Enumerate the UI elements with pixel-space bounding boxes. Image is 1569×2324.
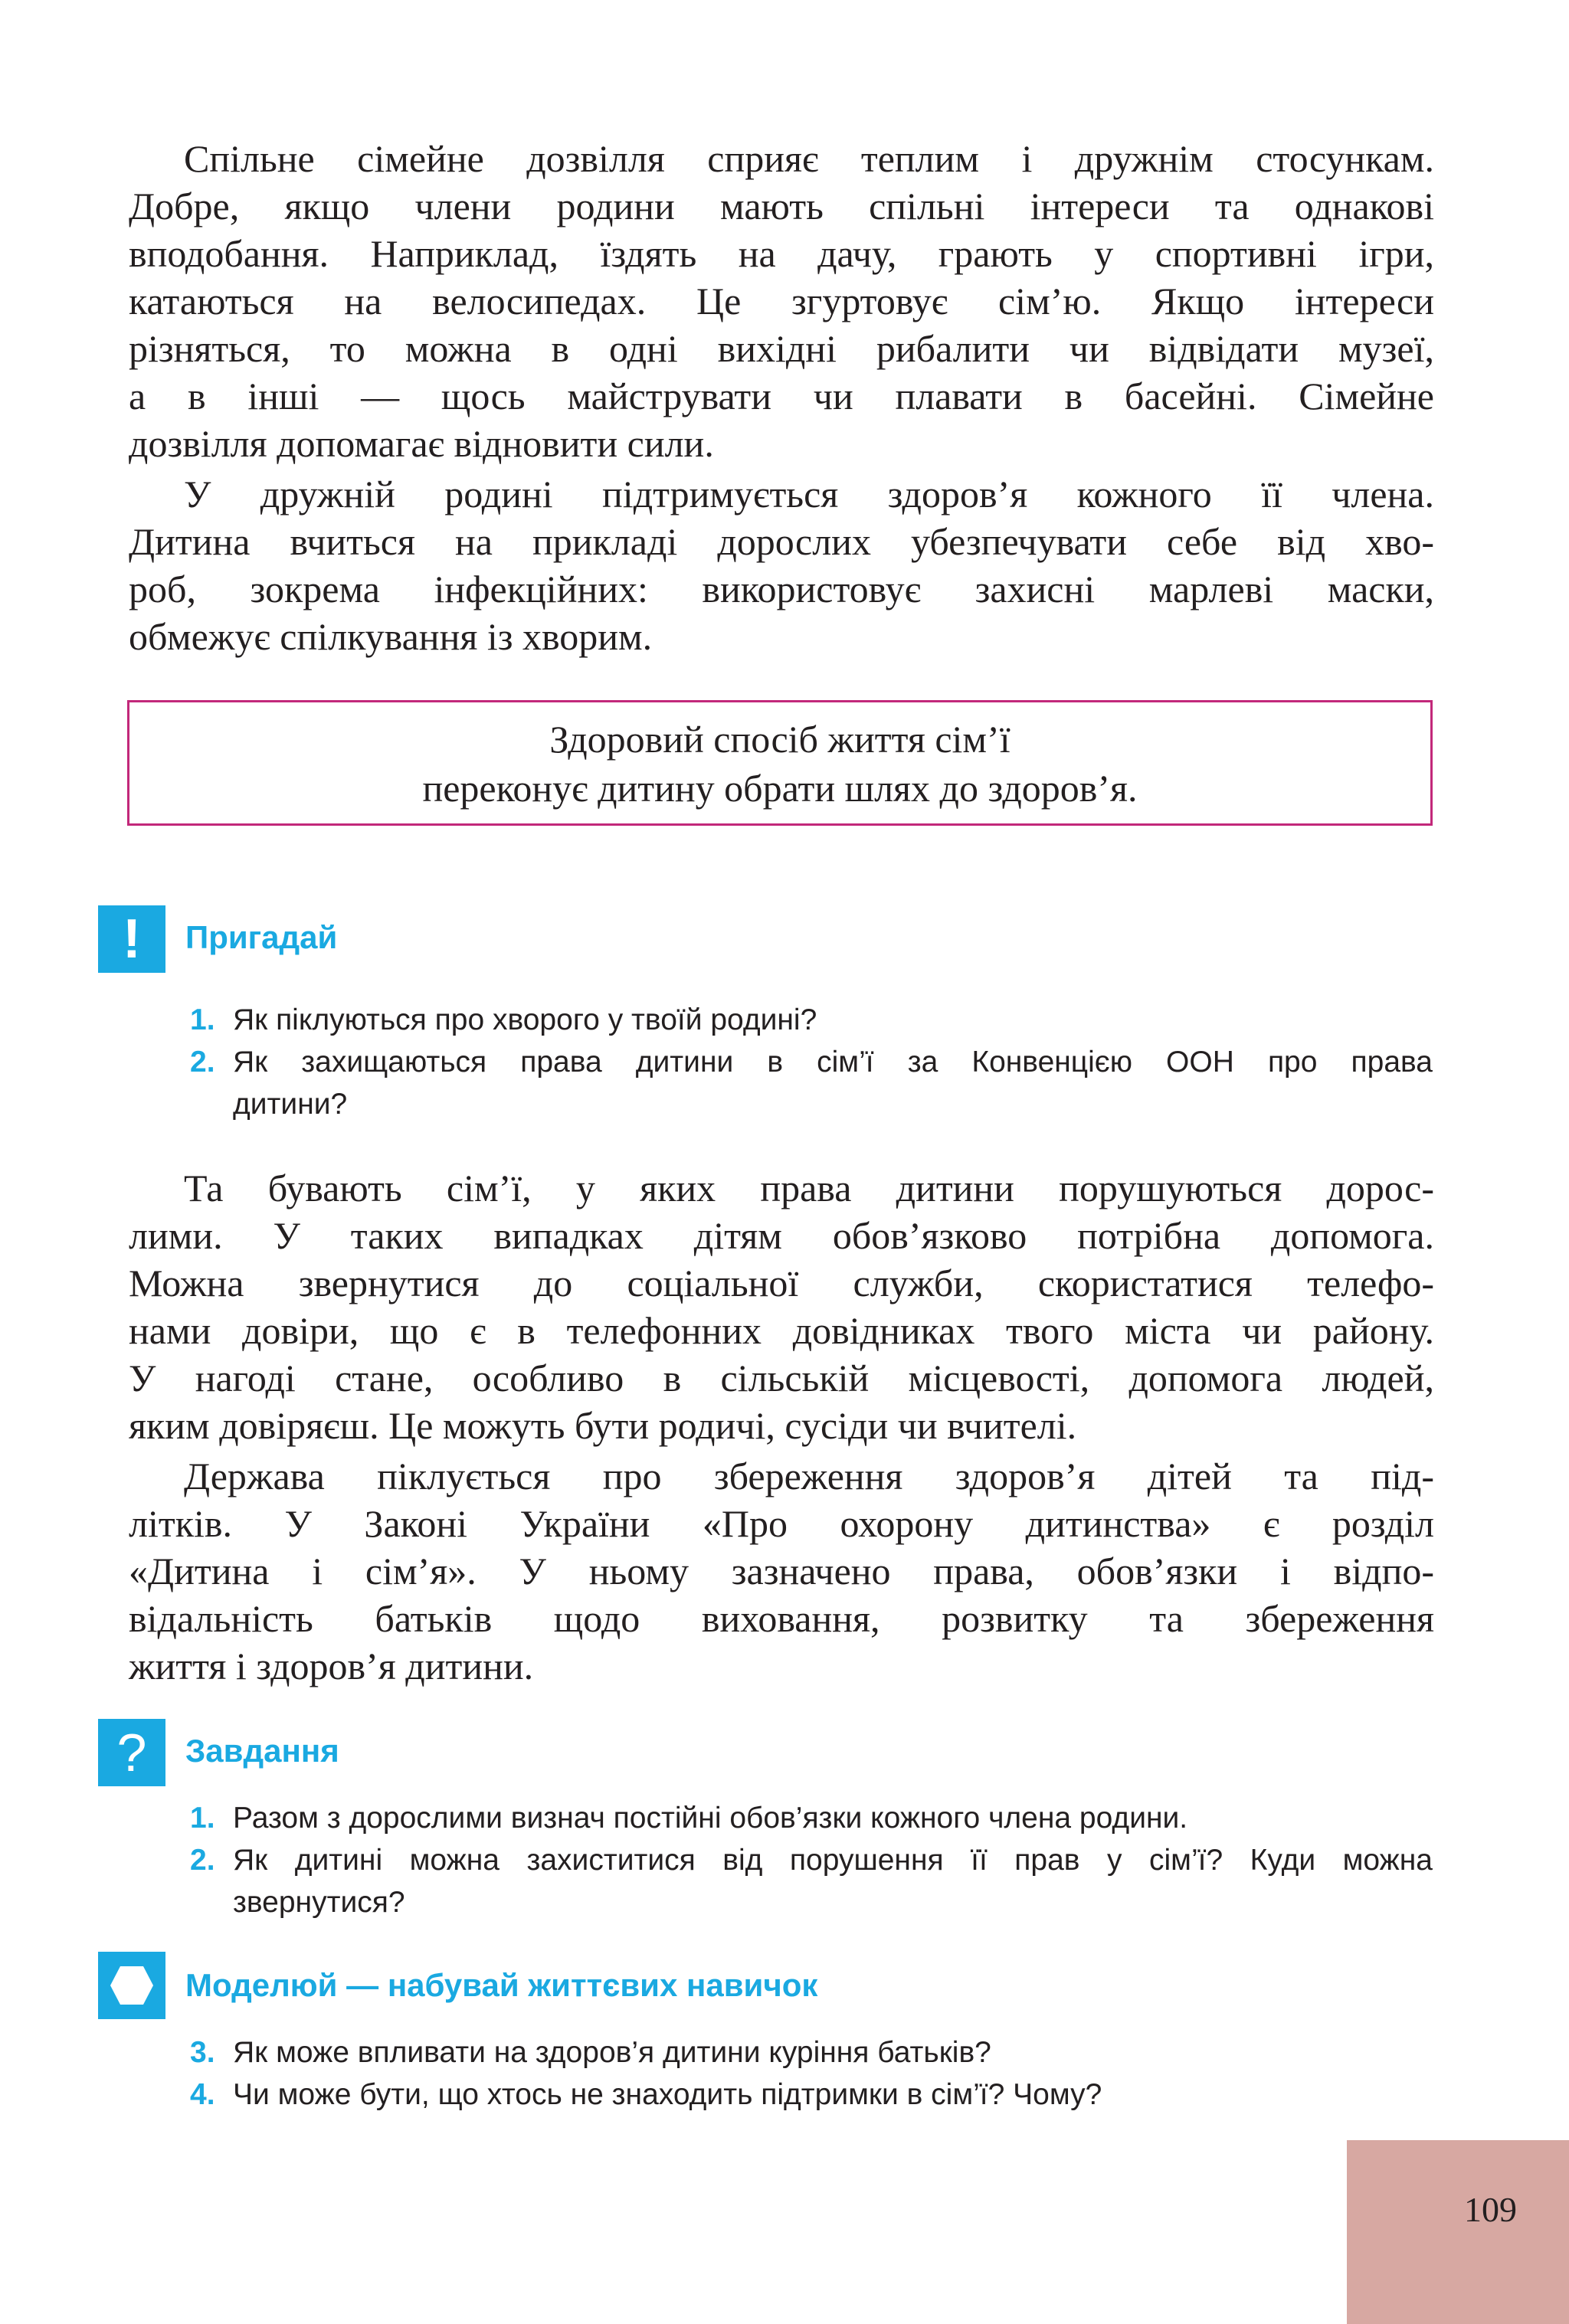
text-line: життя і здоров’я дитини.: [129, 1645, 534, 1687]
text-line: різняться, то можна в одні вихідні рибалити чи відвідати музеї,: [129, 327, 1434, 370]
text-line: відальність батьків щодо виховання, розвитку та збереження: [129, 1597, 1434, 1640]
section-title-remember: Пригадай: [185, 919, 338, 955]
question-mark-icon: [98, 1719, 165, 1786]
hexagon-icon: [98, 1952, 165, 2019]
item-number: 1.: [190, 1802, 215, 1835]
paragraph-state-law: [129, 1452, 1434, 1690]
text-line: У дружній родині підтримується здоров’я кожного її члена.: [184, 473, 1434, 516]
text-line: Можна звернутися до соціальної служби, скористатися телефо-: [129, 1262, 1434, 1304]
key-idea-callout: [127, 700, 1433, 826]
paragraph-family-leisure: [129, 135, 1434, 467]
list-item: [190, 1041, 1433, 1125]
question-list-remember: [190, 999, 1433, 1125]
text-line: Добре, якщо члени родини мають спільні інтереси та однакові: [129, 185, 1434, 227]
text-line: «Дитина і сім’я». У ньому зазначено права, обов’язки і відпо-: [129, 1550, 1434, 1592]
text-line: літків. У Законі України «Про охорону дитинства» є розділ: [129, 1502, 1434, 1545]
text-line: а в інші — щось майструвати чи плавати в басейні. Сімейне: [129, 375, 1434, 417]
item-text: Як захищаються права дитини в сім’ї за Конвенцією ООН про права: [233, 1046, 1433, 1079]
list-item: [190, 2074, 1433, 2116]
list-item: [190, 1839, 1433, 1923]
item-text: Як може впливати на здоров’я дитини куріння батьків?: [233, 2036, 991, 2069]
item-number: 1.: [190, 1003, 215, 1036]
hexagon-shape: [109, 1965, 155, 2006]
text-line: Дитина вчиться на прикладі дорослих убезпечувати себе від хво-: [129, 520, 1434, 563]
item-text: Як дитині можна захиститися від порушення її прав у сім’ї? Куди можна: [233, 1844, 1433, 1877]
item-text: Як піклуються про хворого у твоїй родині?: [233, 1003, 817, 1036]
text-line: обмежує спілкування із хворим.: [129, 615, 653, 658]
item-text: дитини?: [233, 1088, 348, 1121]
question-list-model: [190, 2031, 1433, 2116]
list-item: [190, 999, 1433, 1041]
item-number: 2.: [190, 1844, 215, 1877]
page-number: 109: [1464, 2190, 1517, 2229]
text-line: катаються на велосипедах. Це згуртовує сім’ю. Якщо інтереси: [129, 280, 1434, 322]
text-line: Та бувають сім’ї, у яких права дитини порушуються дорос-: [184, 1167, 1434, 1209]
page-number-tab: [1347, 2140, 1569, 2324]
section-title-task: Завдання: [185, 1733, 339, 1769]
item-number: 2.: [190, 1046, 215, 1079]
text-line: Спільне сімейне дозвілля сприяє теплим і дружнім стосункам.: [184, 137, 1434, 180]
exclamation-icon: [98, 905, 165, 973]
text-line: лими. У таких випадках дітям обов’язково потрібна допомога.: [129, 1214, 1434, 1257]
paragraph-family-health: [129, 470, 1434, 660]
paragraph-rights-violation: [129, 1164, 1434, 1449]
item-text: Чи може бути, що хтось не знаходить підтримки в сім’ї? Чому?: [233, 2078, 1102, 2111]
callout-line: Здоровий спосіб життя сім’ї: [549, 718, 1011, 761]
item-text: звернутися?: [233, 1886, 405, 1919]
question-list-task: [190, 1797, 1433, 1923]
text-line: дозвілля допомагає відновити сили.: [129, 422, 714, 465]
text-line: Держава піклується про збереження здоров’я дітей та під-: [184, 1455, 1434, 1498]
item-number: 3.: [190, 2036, 215, 2069]
list-item: [190, 1797, 1433, 1839]
text-line: нами довіри, що є в телефонних довідниках твого міста чи району.: [129, 1309, 1434, 1352]
item-number: 4.: [190, 2078, 215, 2111]
callout-line: переконує дитину обрати шлях до здоров’я.: [422, 767, 1138, 810]
exclamation-glyph: !: [123, 908, 141, 970]
list-item: [190, 2031, 1433, 2074]
text-line: У нагоді стане, особливо в сільській місцевості, допомога людей,: [129, 1357, 1434, 1399]
item-text: Разом з дорослими визнач постійні обов’язки кожного члена родини.: [233, 1802, 1188, 1835]
section-title-model: Моделюй — набувай життєвих навичок: [185, 1967, 818, 2003]
text-line: роб, зокрема інфекційних: використовує захисні марлеві маски,: [129, 568, 1434, 610]
text-line: вподобання. Наприклад, їздять на дачу, грають у спортивні ігри,: [129, 232, 1434, 275]
question-glyph: ?: [116, 1723, 147, 1782]
text-line: яким довіряєш. Це можуть бути родичі, сусіди чи вчителі.: [129, 1404, 1077, 1447]
